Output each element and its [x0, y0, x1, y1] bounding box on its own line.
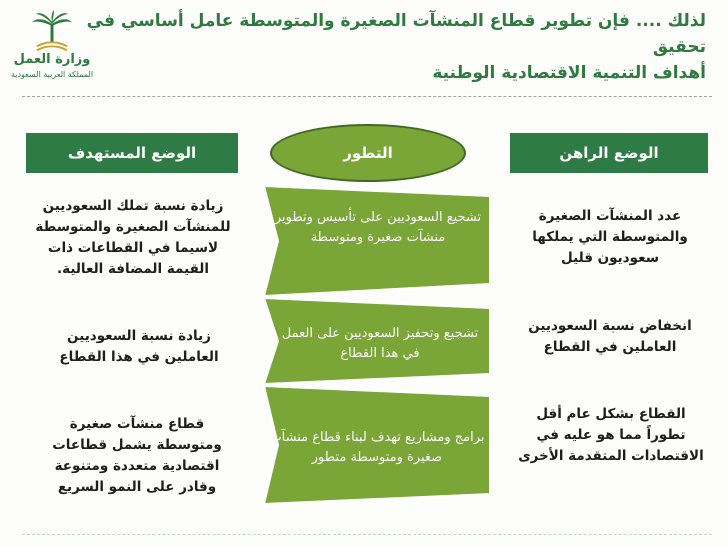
title-line-2: أهداف التنمية الاقتصادية الوطنية: [432, 63, 706, 83]
current-state-3: القطاع بشكل عام أقل تطوراً مما هو عليه في الاقتصادات المتقدمة الأخرى: [518, 406, 704, 464]
ministry-logo: [6, 10, 98, 88]
title-line-1: لذلك .... فإن تطوير قطاع المنشآت الصغيرة والمتوسطة عامل أساسي في تحقيق: [86, 11, 706, 57]
evolution-text-1: تشجيع السعوديين على تأسيس وتطوير منشآت صغيرة ومتوسطة: [274, 210, 482, 245]
current-state-2: انخفاض نسبة السعوديين العاملين في القطاع: [528, 318, 692, 355]
target-state-2: زيادة نسبة السعوديين العاملين في هذا القطاع: [59, 328, 219, 365]
evolution-arrow-3: [264, 386, 494, 504]
evolution-text-2: تشجيع وتحفيز السعوديين على العمل في هذا القطاع: [281, 326, 479, 361]
current-state-1: عدد المنشآت الصغيرة والمتوسطة التي يملكها سعوديون قليل: [532, 208, 688, 266]
evolution-arrow-1: [264, 186, 494, 296]
evolution-text-3: برامج ومشاريع تهدف لبناء قطاع منشآت صغيرة ومتوسطة متطور: [269, 430, 485, 465]
header-target-state: الوضع المستهدف: [26, 133, 238, 173]
header-current-state: الوضع الراهن: [510, 133, 708, 173]
evolution-arrow-2: [264, 298, 494, 384]
slide-title: [86, 8, 706, 86]
logo-name: وزارة العمل: [13, 52, 91, 67]
header-evolution-label: التطور: [343, 144, 393, 162]
target-state-3: قطاع منشآت صغيرة ومتوسطة يشمل قطاعات اقتصادية متعددة ومتنوعة وقادر على النمو السريع: [52, 416, 222, 495]
logo-subtitle: المملكة العربية السعودية: [10, 70, 94, 79]
title-divider: [22, 96, 712, 97]
palm-swords-emblem-icon: [6, 10, 98, 54]
footer-divider: [22, 534, 712, 535]
target-state-1: زيادة نسبة تملك السعوديين للمنشآت الصغيرة والمتوسطة لاسيما في القطاعات ذات القيمة المضافة العالية.: [35, 198, 231, 277]
header-evolution: [270, 124, 466, 182]
